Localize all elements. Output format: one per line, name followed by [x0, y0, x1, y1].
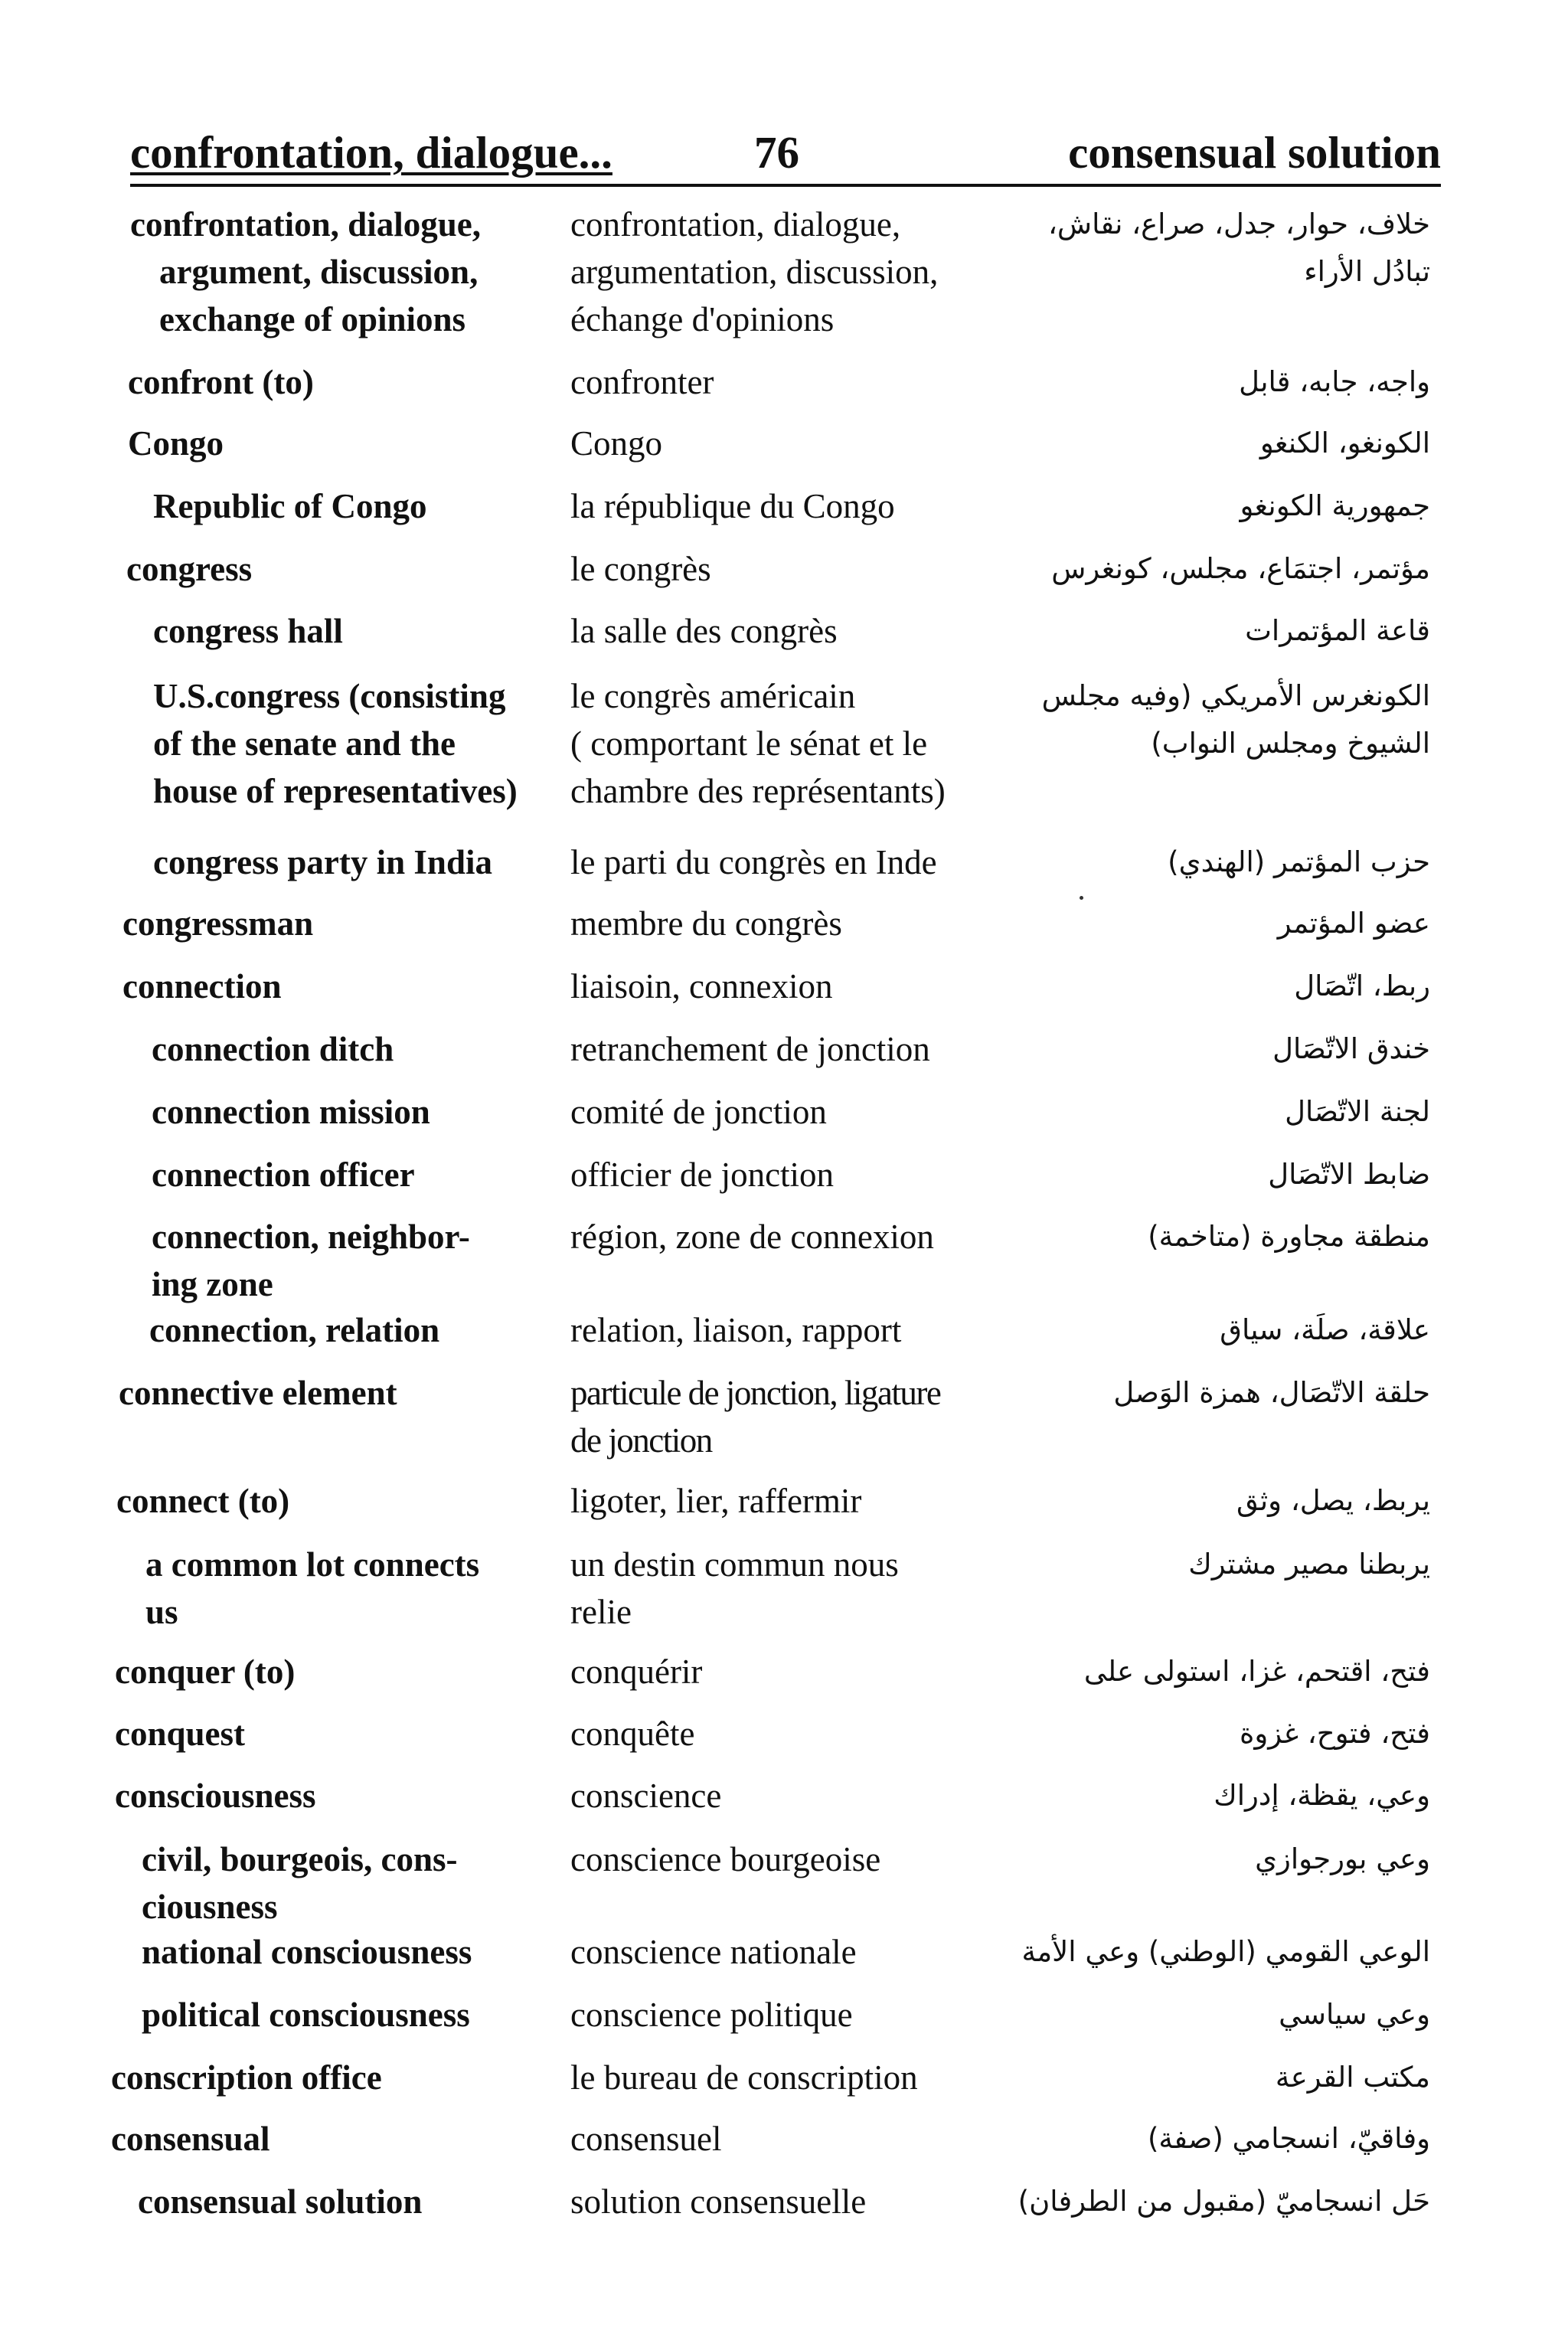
french-term-line: particule de jonction, ligature	[570, 1374, 941, 1412]
french-term-line: région, zone de connexion	[570, 1218, 934, 1256]
arabic-term-line: لجنة الاتّصَال	[1285, 1095, 1430, 1128]
english-term	[119, 1369, 397, 1417]
arabic-term-line: علاقة، صلَة، سياق	[1220, 1313, 1430, 1346]
french-term-line: le congrès américain	[570, 677, 856, 715]
arabic-term	[940, 2054, 1430, 2101]
arabic-term-line: خندق الاتّصَال	[1272, 1032, 1430, 1065]
arabic-term-line: تبادُل الأراء	[1304, 255, 1430, 288]
french-term-line: conquérir	[570, 1653, 703, 1691]
english-term-line: us	[145, 1593, 178, 1631]
arabic-term	[940, 1541, 1430, 1588]
french-term-line: de jonction	[570, 1421, 712, 1460]
arabic-term-line: وعي، يقظة، إدراك	[1214, 1779, 1430, 1812]
english-term-line: conscription office	[111, 2058, 382, 2097]
english-term-line: connect (to)	[116, 1482, 290, 1520]
english-term	[128, 358, 314, 406]
english-term-line: a common lot connects	[145, 1545, 480, 1584]
arabic-term-line: يربطنا مصير مشترك	[1188, 1548, 1430, 1581]
french-term-line: conscience nationale	[570, 1933, 857, 1971]
arabic-term	[940, 607, 1430, 655]
french-term	[570, 1088, 827, 1136]
arabic-term-line: جمهورية الكونغو	[1240, 489, 1430, 522]
arabic-term	[940, 2115, 1430, 2163]
arabic-term	[940, 672, 1430, 767]
french-term-line: conscience politique	[570, 1996, 853, 2034]
arabic-term-line: فتح، اقتحم، غزا، استولى على	[1083, 1655, 1430, 1688]
arabic-term	[940, 1213, 1430, 1260]
arabic-term-line: الكونغو، الكنغو	[1259, 427, 1430, 459]
french-term-line: retranchement de jonction	[570, 1030, 930, 1068]
arabic-term	[940, 2178, 1430, 2225]
english-term	[122, 900, 313, 947]
french-term	[570, 1541, 899, 1636]
arabic-term	[940, 1991, 1430, 2038]
arabic-term-line: الشيوخ ومجلس النواب)	[1151, 727, 1430, 760]
english-term	[142, 1836, 458, 1931]
french-term-line: confrontation, dialogue,	[570, 205, 901, 244]
french-term-line: le bureau de conscription	[570, 2058, 918, 2097]
english-term-line: connection	[122, 967, 282, 1005]
arabic-term	[940, 1025, 1430, 1073]
english-term	[153, 839, 492, 886]
arabic-term-line: ضابط الاتّصَال	[1268, 1158, 1430, 1191]
french-term	[570, 358, 714, 406]
english-term	[152, 1025, 394, 1073]
french-term-line: argumentation, discussion,	[570, 253, 939, 291]
english-term	[153, 672, 518, 815]
header-last-entry: consensual solution	[1068, 127, 1441, 178]
french-term-line: comité de jonction	[570, 1093, 827, 1131]
arabic-term-line: حلقة الاتّصَال، همزة الوَصل	[1113, 1376, 1430, 1409]
english-term-line: confront (to)	[128, 363, 314, 401]
arabic-term-line: يربط، يصل، وثق	[1236, 1484, 1430, 1517]
english-term-line: civil, bourgeois, cons-	[142, 1840, 458, 1878]
english-term	[130, 201, 481, 343]
french-term	[570, 420, 662, 467]
arabic-term	[940, 545, 1430, 593]
french-term-line: confronter	[570, 363, 714, 401]
arabic-term	[940, 963, 1430, 1010]
arabic-term	[940, 1088, 1430, 1136]
arabic-term-line: ربط، اتّصَال	[1294, 969, 1430, 1002]
french-term-line: conscience	[570, 1777, 722, 1815]
english-term-line: congress hall	[153, 612, 343, 650]
arabic-term	[940, 1369, 1430, 1417]
french-term	[570, 201, 938, 343]
arabic-term-line: الوعي القومي (الوطني) وعي الأمة	[1021, 1935, 1430, 1968]
french-term	[570, 1477, 861, 1525]
english-term-line: connective element	[119, 1374, 397, 1412]
french-term-line: consensuel	[570, 2120, 722, 2158]
english-term-line: national consciousness	[142, 1933, 472, 1971]
english-term-line: connection officer	[152, 1156, 415, 1194]
arabic-term-line: وعي بورجوازي	[1255, 1842, 1430, 1875]
arabic-term	[940, 1710, 1430, 1757]
english-term	[126, 545, 252, 593]
french-term	[570, 1025, 930, 1073]
french-term-line: le congrès	[570, 550, 711, 588]
english-term-line: congressman	[122, 904, 314, 943]
french-term-line: un destin commun nous	[570, 1545, 899, 1584]
arabic-term-line: خلاف، حوار، جدل، صراع، نقاش،	[1047, 208, 1430, 240]
french-term	[570, 1306, 901, 1354]
english-term-line: U.S.congress (consisting	[153, 677, 506, 715]
arabic-term	[940, 358, 1430, 406]
arabic-term	[940, 1477, 1430, 1525]
page-number: 76	[754, 127, 799, 178]
english-term-line: consensual solution	[138, 2182, 423, 2221]
french-term	[570, 1772, 721, 1819]
french-term-line: conscience bourgeoise	[570, 1840, 881, 1878]
french-term-line: membre du congrès	[570, 904, 842, 943]
english-term-line: conquest	[115, 1715, 246, 1753]
english-term	[111, 2115, 270, 2163]
english-term-line: house of representatives)	[153, 772, 518, 810]
french-term	[570, 672, 946, 815]
arabic-term	[940, 420, 1430, 467]
arabic-term-line: قاعة المؤتمرات	[1245, 614, 1430, 647]
french-term	[570, 1836, 880, 1883]
french-term-line: la salle des congrès	[570, 612, 838, 650]
english-term	[138, 2178, 422, 2225]
english-term	[122, 963, 282, 1010]
english-term-line: congress party in India	[153, 843, 492, 881]
english-term	[145, 1541, 479, 1636]
arabic-term-line: وعي سياسي	[1279, 1998, 1430, 2031]
french-term-line: solution consensuelle	[570, 2182, 867, 2221]
arabic-term	[940, 1151, 1430, 1198]
english-term-line: Congo	[128, 424, 224, 463]
arabic-term	[940, 1836, 1430, 1883]
french-term	[570, 1369, 940, 1464]
english-term-line: ciousness	[142, 1888, 278, 1926]
french-term-line: officier de jonction	[570, 1156, 835, 1194]
french-term-line: échange d'opinions	[570, 300, 835, 338]
french-term	[570, 2178, 866, 2225]
french-term	[570, 607, 838, 655]
header-first-entry: confrontation, dialogue...	[130, 127, 612, 178]
english-term	[142, 1991, 470, 2038]
arabic-term	[940, 482, 1430, 530]
french-term	[570, 1213, 934, 1260]
english-term	[115, 1710, 245, 1757]
english-term-line: political consciousness	[142, 1996, 470, 2034]
english-term	[116, 1477, 289, 1525]
french-term	[570, 545, 711, 593]
arabic-term-line: واجه، جابه، قابل	[1239, 365, 1430, 398]
french-term	[570, 2115, 721, 2163]
english-term	[153, 607, 343, 655]
arabic-term-line: وفاقيّ، انسجامي (صفة)	[1147, 2122, 1430, 2155]
english-term	[111, 2054, 382, 2101]
french-term	[570, 1710, 694, 1757]
french-term-line: liaisoin, connexion	[570, 967, 833, 1005]
french-term-line: le parti du congrès en Inde	[570, 843, 937, 881]
arabic-term	[940, 1928, 1430, 1976]
english-term-line: consciousness	[115, 1777, 316, 1815]
english-term	[152, 1151, 415, 1198]
stray-dot	[1080, 896, 1083, 900]
arabic-term	[940, 1648, 1430, 1695]
arabic-term-line: حزب المؤتمر (الهندي)	[1168, 845, 1430, 878]
english-term-line: conquer (to)	[115, 1653, 296, 1691]
arabic-term	[940, 839, 1430, 886]
english-term	[152, 1213, 470, 1308]
arabic-term-line: الكونغرس الأمريكي (وفيه مجلس	[1041, 679, 1430, 712]
french-term	[570, 839, 937, 886]
english-term-line: of the senate and the	[153, 724, 456, 763]
english-term-line: argument, discussion,	[159, 253, 479, 291]
arabic-term-line: عضو المؤتمر	[1277, 907, 1430, 940]
arabic-term	[940, 1306, 1430, 1354]
french-term	[570, 1991, 853, 2038]
english-term	[142, 1928, 472, 1976]
french-term	[570, 2054, 918, 2101]
english-term	[115, 1772, 316, 1819]
english-term	[149, 1306, 439, 1354]
arabic-term	[940, 1772, 1430, 1819]
arabic-term-line: مؤتمر، اجتمَاع، مجلس، كونغرس	[1051, 552, 1430, 585]
arabic-term	[940, 201, 1430, 296]
english-term-line: confrontation, dialogue,	[130, 205, 481, 244]
english-term	[115, 1648, 295, 1695]
french-term	[570, 1648, 702, 1695]
french-term	[570, 1928, 857, 1976]
french-term-line: relie	[570, 1593, 632, 1631]
french-term-line: Congo	[570, 424, 663, 463]
english-term-line: connection, neighbor-	[152, 1218, 470, 1256]
french-term	[570, 482, 895, 530]
french-term-line: ( comportant le sénat et le	[570, 724, 928, 763]
arabic-term-line: منطقة مجاورة (متاخمة)	[1148, 1220, 1430, 1253]
arabic-term	[940, 900, 1430, 947]
english-term-line: congress	[126, 550, 253, 588]
french-term	[570, 963, 832, 1010]
arabic-term-line: فتح، فتوح، غزوة	[1239, 1717, 1430, 1750]
arabic-term-line: مكتب القرعة	[1275, 2061, 1430, 2094]
french-term-line: conquête	[570, 1715, 695, 1753]
english-term-line: exchange of opinions	[159, 300, 466, 338]
french-term-line: relation, liaison, rapport	[570, 1311, 902, 1349]
english-term-line: connection mission	[152, 1093, 430, 1131]
english-term-line: connection ditch	[152, 1030, 394, 1068]
english-term	[152, 1088, 430, 1136]
french-term-line: la république du Congo	[570, 487, 895, 525]
french-term-line: chambre des représentants)	[570, 772, 946, 810]
english-term-line: connection, relation	[149, 1311, 440, 1349]
english-term	[128, 420, 224, 467]
french-term	[570, 900, 842, 947]
arabic-term-line: حَل انسجاميّ (مقبول من الطرفان)	[1018, 2185, 1430, 2218]
english-term-line: consensual	[111, 2120, 270, 2158]
english-term	[153, 482, 427, 530]
french-term-line: ligoter, lier, raffermir	[570, 1482, 862, 1520]
english-term-line: Republic of Congo	[153, 487, 427, 525]
french-term	[570, 1151, 834, 1198]
english-term-line: ing zone	[152, 1265, 273, 1303]
